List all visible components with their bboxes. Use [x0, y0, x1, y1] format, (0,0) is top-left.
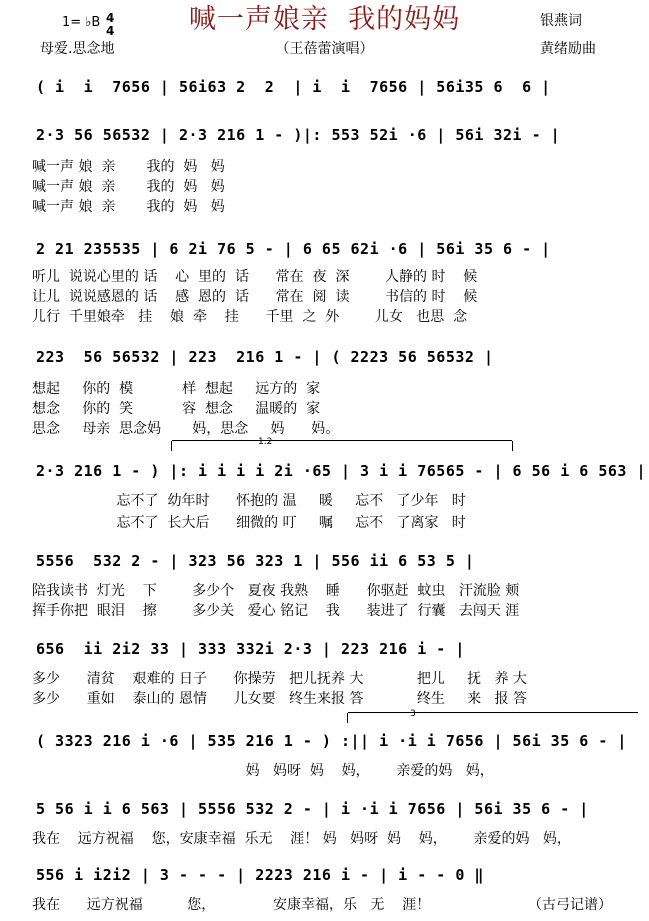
lyric-line-5-1: 忘不了 幼年时 怀抱的 温 暖 忘不 了少年 时 — [32, 493, 466, 509]
lyricist-credit: 银燕词 — [540, 13, 582, 29]
lyric-line-9-1: 我在 远方祝福 您，安康幸福 乐无 涯！ 妈 妈呀 妈 妈， 亲爱的妈 妈， — [32, 831, 571, 847]
notation-line-10: 556 i i2i2 | 3 - - - | 2223 216 i - | i - - 0 ‖ — [36, 866, 484, 884]
lyric-line-6-1: 陪我读书 灯光 下 多少个 夏夜 我熟 睡 你驱赶 蚊虫 汗流脸 颊 — [32, 583, 520, 599]
lyric-line-3-3: 儿行 千里娘牵 挂 娘 牵 挂 千里 之 外 儿女 也思 念 — [32, 309, 468, 325]
lyric-line-2-3: 喊一声 娘 亲 我的 妈 妈 — [32, 199, 225, 215]
notation-line-7: 656 ii 2i2 33 | 333 332i 2·3 | 223 216 i - | — [36, 640, 465, 658]
key-signature: 1= ♭B — [62, 15, 101, 30]
lyric-line-2-2: 喊一声 娘 亲 我的 妈 妈 — [32, 179, 225, 195]
transcriber-credit: （古弓记谱） — [528, 897, 612, 913]
notation-line-9: 5 56 i i 6 563 | 5556 532 2 - | i ·i i 7656 | 56i 35 6 - | — [36, 800, 589, 818]
expression-mark: 母爱.思念地 — [40, 41, 115, 57]
lyric-line-3-2: 让儿 说说感恩的 话 感 恩的 话 常在 阅 读 书信的 时 候 — [32, 289, 478, 305]
time-signature-top: 4 — [106, 11, 115, 25]
volta-number-3: 3 — [410, 709, 416, 719]
singer-credit: （王蓓蕾演唱） — [275, 41, 374, 57]
notation-line-3: 2 21 235535 | 6 2i 76 5 - | 6 65 62i ·6 | 56i 35 6 - | — [36, 240, 551, 258]
lyric-line-7-2: 多少 重如 泰山的 恩情 儿女要 终生来报 答 终生 来 报 答 — [32, 691, 527, 707]
notation-line-2: 2·3 56 56532 | 2·3 216 1 - )|: 553 52i ·6 | 56i 32i - | — [36, 126, 561, 144]
volta-bracket-1-2 — [172, 440, 512, 449]
composer-credit: 黄绪励曲 — [540, 41, 596, 57]
notation-line-4: 223 56 56532 | 223 216 1 - | ( 2223 56 56532 | — [36, 348, 494, 366]
lyric-line-5-2: 忘不了 长大后 细微的 叮 嘱 忘不 了离家 时 — [32, 515, 466, 531]
volta-bracket-3 — [348, 712, 638, 721]
lyric-line-3-1: 听儿 说说心里的 话 心 里的 话 常在 夜 深 人静的 时 候 — [32, 269, 478, 285]
volta-number-1-2: 1.2 — [258, 437, 273, 447]
notation-line-5: 2·3 216 1 - ) |: i i i i 2i ·65 | 3 i i 76565 - | 6 56 i 6 563 | — [36, 462, 646, 480]
lyric-line-6-2: 挥手你把 眼泪 擦 多少关 爱心 铭记 我 装进了 行囊 去闯天 涯 — [32, 603, 520, 619]
lyric-line-4-2: 想念 你的 笑 容 想念 温暖的 家 — [32, 401, 321, 417]
lyric-line-7-1: 多少 清贫 艰难的 日子 你操劳 把儿抚养 大 把儿 抚 养 大 — [32, 671, 527, 687]
notation-line-1: ( i i 7656 | 56i63 2 2 | i i 7656 | 56i35 6 6 | — [36, 78, 551, 96]
lyric-line-8-1: 妈 妈呀 妈 妈， 亲爱的妈 妈， — [32, 763, 494, 779]
notation-line-8: ( 3323 216 i ·6 | 535 216 1 - ) :|| i ·i i 7656 | 56i 35 6 - | — [36, 732, 627, 750]
song-title: 喊一声娘亲 我的妈妈 — [188, 4, 461, 35]
notation-line-6: 5556 532 2 - | 323 56 323 1 | 556 ii 6 53 5 | — [36, 552, 475, 570]
lyric-line-4-3: 思念 母亲 思念妈 妈，思念 妈 妈。 — [32, 421, 340, 437]
lyric-line-10-1: 我在 远方祝福 您， 安康幸福，乐 无 涯！ — [32, 897, 431, 913]
time-signature-bottom: 4 — [106, 24, 115, 38]
lyric-line-4-1: 想起 你的 模 样 想起 远方的 家 — [32, 381, 321, 397]
lyric-line-2-1: 喊一声 娘 亲 我的 妈 妈 — [32, 159, 225, 175]
